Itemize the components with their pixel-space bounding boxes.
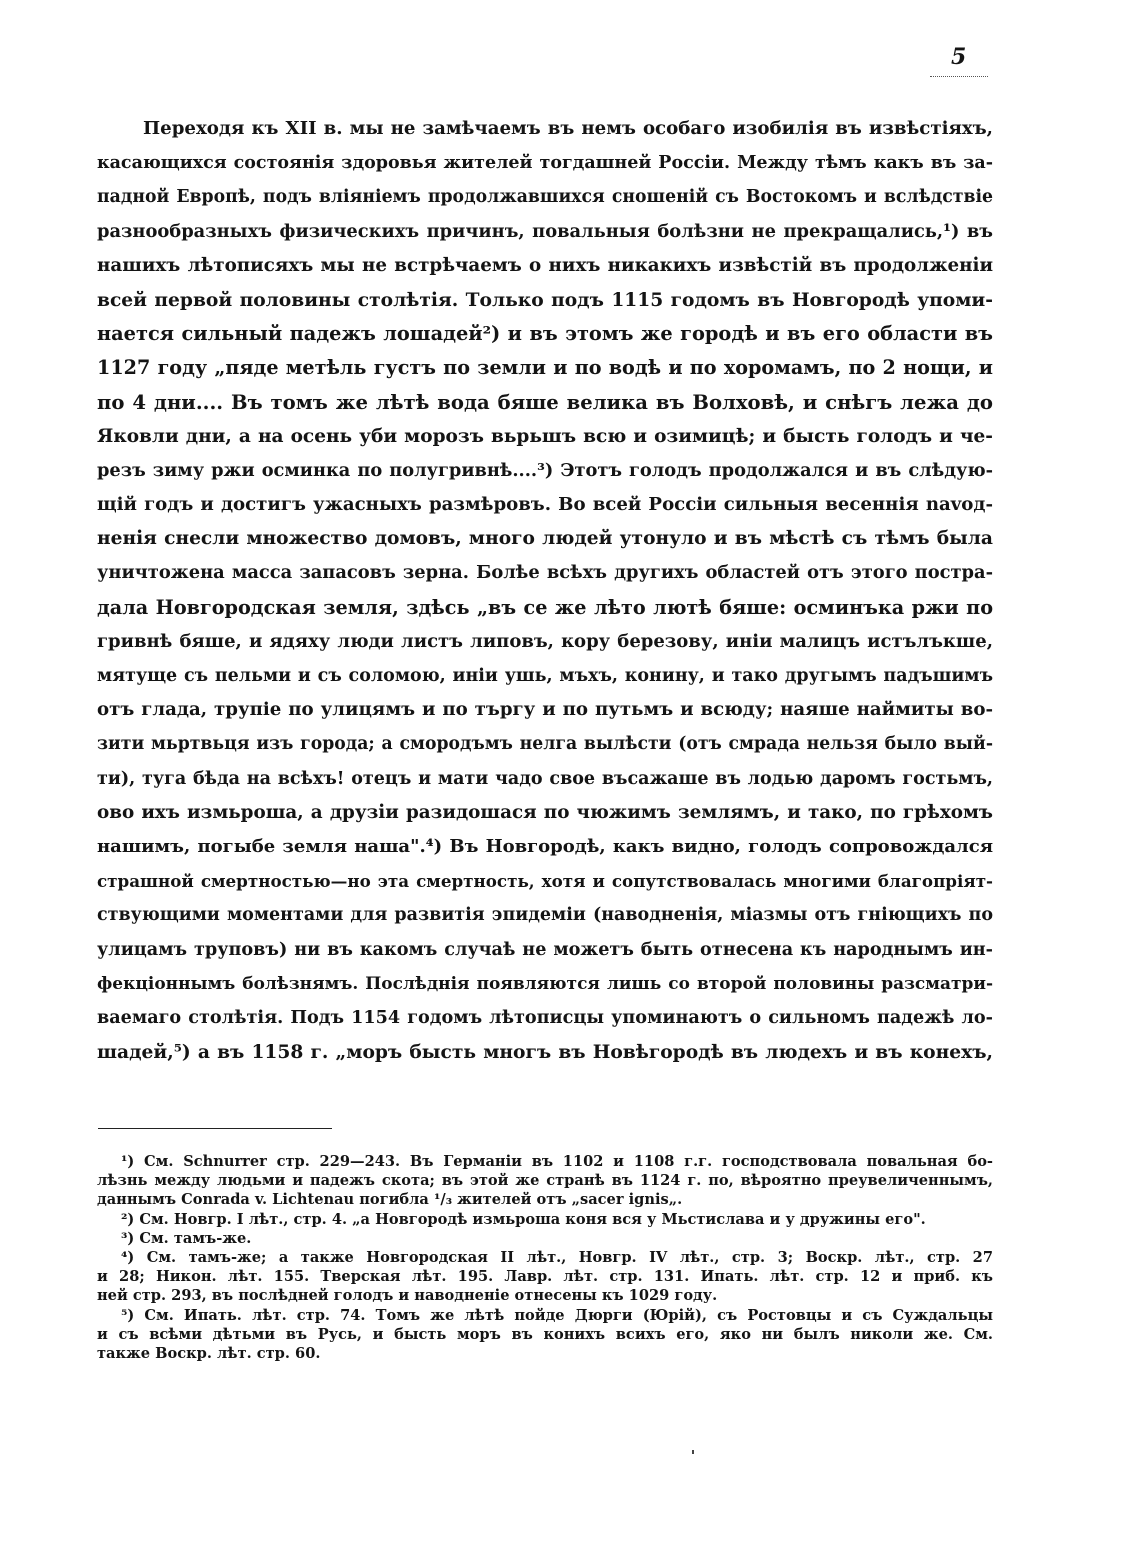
text-line: отъ глада, трупіе по улицямъ и по търгу и по путьмъ и всюду; наяше наймиты во- <box>97 699 993 721</box>
text-line: ненія снесли множество домовъ, много людей утонуло и въ мѣстѣ съ тѣмъ была <box>97 528 993 550</box>
text-line: мятуще съ пельми и съ соломою, иніи ушь, мъхъ, конину, и тако другымъ падъшимъ <box>97 666 993 686</box>
text-line: разнообразныхъ физическихъ причинъ, повальныя болѣзни не прекращались,¹) въ <box>97 220 993 242</box>
text-line: всей первой половины столѣтія. Только подъ 1115 годомъ въ Новгородѣ упоми- <box>97 288 993 311</box>
footnote-line: лѣзнь между людьми и падежъ скота; въ этой же странѣ въ 1124 г. по, вѣроятно преувеличеннымъ, <box>97 1172 993 1190</box>
footnote-line: ⁵) См. Ипать. лѣт. стр. 74. Томъ же лѣтѣ пойде Дюрги (Юрій), съ Ростовцы и съ Суждальцы <box>121 1306 993 1324</box>
footnote-line: ²) См. Новгр. I лѣт., стр. 4. „а Новгородѣ измьроша коня вся у Мьстислава и у дружины его". <box>121 1210 926 1228</box>
text-line: ствующими моментами для развитія эпидеміи (наводненія, міазмы отъ гніющихъ по <box>97 905 993 926</box>
footnote-line: ¹) См. Schnurrer стр. 229—243. Въ Германіи въ 1102 и 1108 г.г. господствовала повальная бо- <box>121 1153 993 1170</box>
text-line: улицамъ труповъ) ни въ какомъ случаѣ не можетъ быть отнесена къ народнымъ ин- <box>97 938 993 960</box>
text-line: зити мьртвьця изъ города; а смородъмъ нелга вылѣсти (отъ смрада нельзя было вый- <box>97 734 993 755</box>
text-line: ваемаго столѣтія. Подъ 1154 годомъ лѣтописцы упоминаютъ о сильномъ падежѣ ло- <box>97 1006 993 1028</box>
footnote-divider <box>98 1128 332 1129</box>
main-text <box>97 112 993 1069</box>
text-line: касающихся состоянія здоровья жителей тогдашней Россіи. Между тѣмъ какъ въ за- <box>97 153 993 174</box>
footnote-line: также Воскр. лѣт. стр. 60. <box>97 1344 321 1362</box>
scan-speck <box>692 1450 694 1454</box>
footnote-line: даннымъ Conrada v. Lichtenau погибла ¹/₃ жителей отъ „sacer ignis„. <box>97 1191 683 1209</box>
text-line: дала Новгородская земля, здѣсь „въ се же лѣто лютѣ бяше: осминъка ржи по <box>97 595 993 619</box>
text-line: ово ихъ измьроша, а друзіи разидошася по чюжимъ землямъ, и тако, по грѣхомъ <box>97 801 993 823</box>
text-line: Переходя къ XII в. мы не замѣчаемъ въ немъ особаго изобилія въ извѣстіяхъ, <box>143 118 993 139</box>
text-line: Яковли дни, а на осень уби морозъ вьрьшъ всю и озимицѣ; и бысть голодъ и че- <box>97 425 993 447</box>
footnote-line: и 28; Никон. лѣт. 155. Тверская лѣт. 195. Лавр. лѣт. стр. 131. Ипать. лѣт. стр. 12 и приб. къ <box>97 1268 993 1286</box>
text-line: щій годъ и достигъ ужасныхъ размѣровъ. Во всей Россіи сильныя весеннія navод- <box>97 494 993 516</box>
text-line: фекціоннымъ болѣзнямъ. Послѣднія появляются лишь со второй половины разсматри- <box>97 973 993 994</box>
page-number: 5 <box>951 44 967 70</box>
footnotes <box>97 1152 993 1363</box>
footnote-line: и съ всѣми дѣтьми въ Русь, и бысть моръ въ конихъ всихъ его, яко ни былъ николи же. См. <box>97 1325 993 1343</box>
footnote-line: ней стр. 293, въ послѣдней голодъ и наводненіе отнесены къ 1029 году. <box>97 1287 718 1305</box>
text-line: шадей,⁵) а въ 1158 г. „моръ бысть многъ въ Новѣгородѣ въ людехъ и въ конехъ, <box>97 1041 993 1064</box>
text-line: уничтожена масса запасовъ зерна. Болѣе всѣхъ другихъ областей отъ этого постра- <box>97 562 993 584</box>
text-line: нается сильный падежъ лошадей²) и въ этомъ же городѣ и въ его области въ <box>97 322 993 346</box>
footnote-line: ³) См. тамъ-же. <box>121 1229 252 1247</box>
text-line: нашихъ лѣтописяхъ мы не встрѣчаемъ о нихъ никакихъ извѣстій въ продолженіи <box>97 254 993 276</box>
text-line: гривнѣ бяше, и ядяху люди листъ липовъ, кору березову, иніи малицъ истълъкше, <box>97 630 993 652</box>
text-line: 1127 году „пяде метѣль густъ по земли и по водѣ и по хоромамъ, по 2 нощи, и <box>97 356 993 380</box>
text-line: нашимъ, погыбе земля наша".⁴) Въ Новгородѣ, какъ видно, голодъ сопровождался <box>97 835 993 857</box>
text-line: резъ зиму ржи осминка по полугривнѣ....³) Этотъ голодъ продолжался и въ слѣдую- <box>97 459 993 481</box>
page-number-underline <box>930 76 988 77</box>
text-line: страшной смертностью—но эта смертность, хотя и сопутствовалась многими благопріят- <box>97 871 993 892</box>
text-line: падной Европѣ, подъ вліяніемъ продолжавшихся сношеній съ Востокомъ и вслѣдствіе <box>97 187 993 208</box>
text-line: по 4 дни.... Въ томъ же лѣтѣ вода бяше велика въ Волховѣ, и снѣгъ лежа до <box>97 390 993 414</box>
footnote-line: ⁴) См. тамъ-же; а также Новгородская II лѣт., Новгр. IV лѣт., стр. 3; Воскр. лѣт., стр. 27 <box>121 1248 993 1266</box>
text-line: ти), туга бѣда на всѣхъ! отецъ и мати чадо свое въсажаше въ лодью даромъ гостьмъ, <box>97 768 993 789</box>
